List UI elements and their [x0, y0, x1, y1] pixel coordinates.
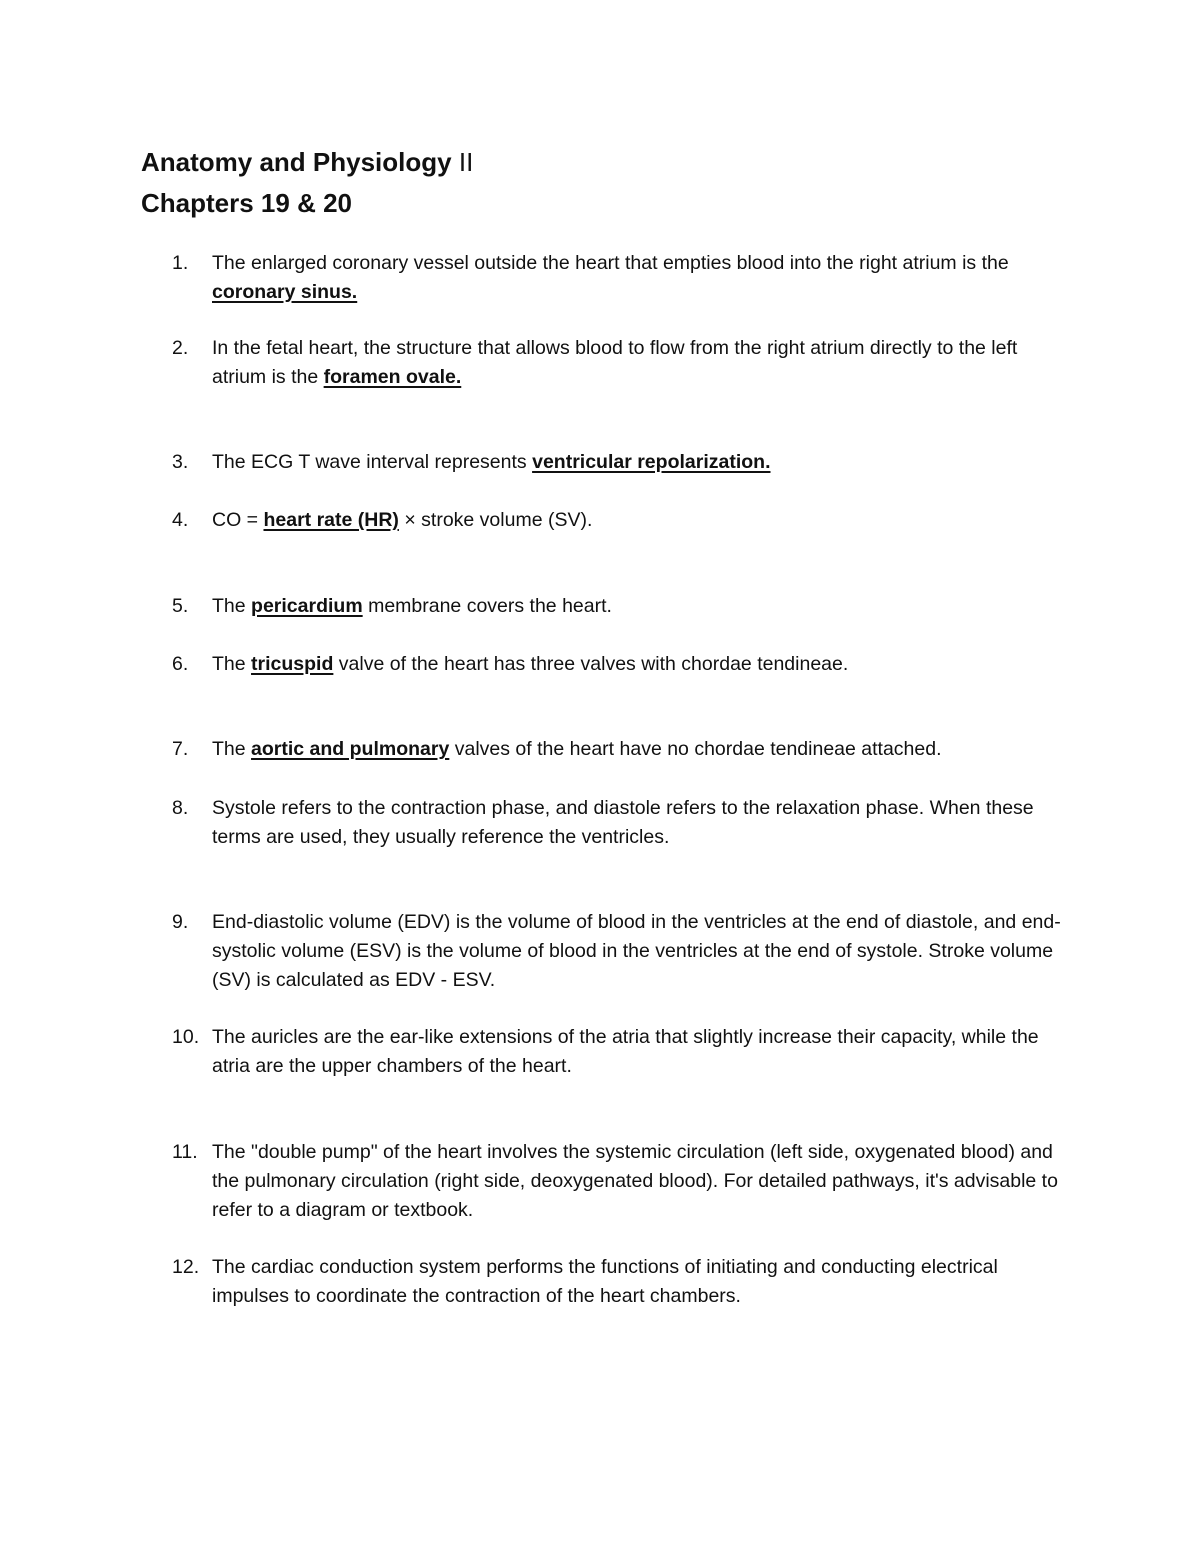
answer-text: foramen ovale. — [323, 366, 462, 388]
question-item-4 — [172, 506, 1072, 535]
question-text — [212, 334, 1072, 392]
title-roman: II — [458, 147, 474, 177]
question-number: 2. — [172, 337, 189, 359]
page-title — [141, 142, 473, 183]
question-item-12 — [172, 1253, 1072, 1311]
page-subtitle: Chapters 19 & 20 — [141, 188, 352, 218]
question-number: 10. — [172, 1026, 200, 1048]
question-item-10 — [172, 1023, 1072, 1081]
question-number: 12. — [172, 1256, 200, 1278]
question-text: The "double pump" of the heart involves the systemic circulation (left side, oxygenated blood) and the pulmonary circulation (right side, deoxygenated blood). For detailed pathways, it's advisable to refer to a diagram or textbook. — [212, 1141, 1058, 1221]
question-number: 11. — [172, 1141, 198, 1163]
answer-text: ventricular repolarization. — [532, 451, 771, 473]
question-item-11 — [172, 1138, 1072, 1225]
question-text — [212, 650, 1072, 679]
question-item-8 — [172, 794, 1072, 852]
answer-text: heart rate (HR) — [263, 509, 399, 531]
question-item-6 — [172, 650, 1072, 679]
answer-text: pericardium — [251, 595, 363, 617]
question-prefix: The ECG T wave interval represents — [212, 451, 533, 473]
question-suffix: valves of the heart have no chordae tendineae attached. — [449, 738, 942, 760]
question-number: 5. — [172, 595, 189, 617]
question-text — [212, 448, 1072, 477]
question-number: 4. — [172, 509, 189, 531]
answer-text: aortic and pulmonary — [251, 738, 450, 760]
question-item-5 — [172, 592, 1072, 621]
question-text: End-diastolic volume (EDV) is the volume of blood in the ventricles at the end of diastole, and end-systolic volume (ESV) is the volume of blood in the ventricles at the end of systole. Stroke volume (SV) is calculated as EDV - ESV. — [212, 911, 1061, 991]
question-suffix: membrane covers the heart. — [362, 595, 612, 617]
title-main: Anatomy and Physiology — [141, 147, 452, 177]
question-item-3 — [172, 448, 1072, 477]
question-number: 6. — [172, 653, 189, 675]
question-text: The cardiac conduction system performs the functions of initiating and conducting electrical impulses to coordinate the contraction of the heart chambers. — [212, 1256, 998, 1307]
question-prefix: The enlarged coronary vessel outside the heart that empties blood into the right atrium is the — [212, 252, 1009, 274]
question-prefix: The — [212, 653, 252, 675]
question-number: 9. — [172, 911, 189, 933]
question-number: 3. — [172, 451, 189, 473]
answer-text: tricuspid — [251, 653, 334, 675]
question-item-7 — [172, 735, 1072, 764]
question-suffix: valve of the heart has three valves with chordae tendineae. — [333, 653, 849, 675]
question-text — [212, 592, 1072, 621]
question-prefix: CO = — [212, 509, 264, 531]
question-text — [212, 249, 1072, 307]
question-suffix: × stroke volume (SV). — [398, 509, 593, 531]
question-item-9 — [172, 908, 1072, 995]
question-text: Systole refers to the contraction phase, and diastole refers to the relaxation phase. When these terms are used, they usually reference the ventricles. — [212, 797, 1034, 848]
answer-text: coronary sinus. — [212, 281, 358, 303]
question-text — [212, 735, 1072, 764]
question-number: 8. — [172, 797, 189, 819]
question-item-2 — [172, 334, 1072, 392]
question-prefix: The — [212, 738, 252, 760]
question-text — [212, 506, 1072, 535]
question-number: 7. — [172, 738, 189, 760]
question-text: The auricles are the ear-like extensions of the atria that slightly increase their capacity, while the atria are the upper chambers of the heart. — [212, 1026, 1039, 1077]
question-prefix: In the fetal heart, the structure that allows blood to flow from the right atrium directly to the left atrium is the — [212, 337, 1018, 388]
document-header — [141, 142, 473, 224]
question-item-1 — [172, 249, 1072, 307]
question-number: 1. — [172, 252, 189, 274]
question-prefix: The — [212, 595, 252, 617]
